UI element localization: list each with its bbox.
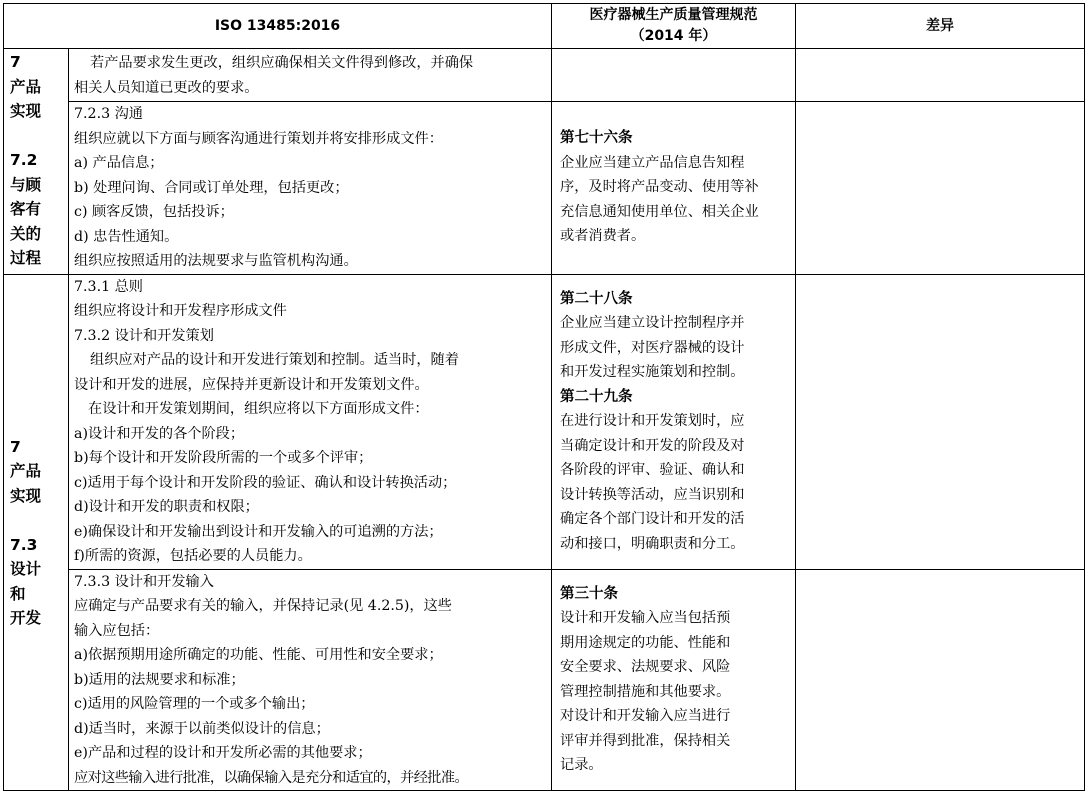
article-heading: 第三十条 <box>560 585 618 602</box>
iso-line: c)适用的风险管理的一个或多个输出； <box>74 696 315 712</box>
section-line: 产品 <box>10 462 42 481</box>
iso-line: 组织应对产品的设计和开发进行策划和控制。适当时，随着 <box>90 352 459 368</box>
gmp-line: 安全要求、法规要求、风险 <box>560 659 731 675</box>
section-line: 7.3 <box>10 535 38 554</box>
gmp-cell <box>552 49 796 102</box>
gmp-line: 或者消费者。 <box>560 228 646 244</box>
iso-line: 相关人员知道已更改的要求。 <box>74 79 259 96</box>
gmp-line: 形成文件，对医疗器械的设计 <box>560 339 745 356</box>
gmp-cell <box>552 274 796 569</box>
diff-cell <box>796 274 1085 569</box>
iso-line: 组织应就以下方面与顾客沟通进行策划并将安排形成文件： <box>74 130 443 147</box>
gmp-cell <box>552 102 796 275</box>
iso-line: 输入应包括： <box>74 622 160 639</box>
gmp-line: 序，及时将产品变动、使用等补 <box>560 179 759 195</box>
article-heading: 第七十六条 <box>560 130 633 146</box>
gmp-line: 各阶段的评审、验证、确认和 <box>560 462 745 478</box>
header-iso: ISO 13485:2016 <box>4 4 552 49</box>
gmp-line: 评审并得到批准，保持相关 <box>560 732 731 749</box>
section-line: 7 <box>10 437 21 456</box>
gmp-cell <box>552 569 796 791</box>
section-line: 实现 <box>10 486 42 505</box>
section-line: 设计 <box>10 560 42 579</box>
diff-cell <box>796 102 1085 275</box>
diff-cell <box>796 49 1085 102</box>
header-gmp-year: （2014 年） <box>630 28 717 44</box>
iso-line: 7.3.2 设计和开发策划 <box>74 327 214 344</box>
iso-line: 7.3.1 总则 <box>74 278 143 295</box>
iso-line: e)产品和过程的设计和开发所必需的其他要求； <box>74 745 372 761</box>
iso-line: 组织应按照适用的法规要求与监管机构沟通。 <box>74 253 358 269</box>
section-cell-7-2 <box>4 49 69 275</box>
section-cell-7-3 <box>4 274 69 791</box>
iso-line: c) 顾客反馈，包括投诉； <box>74 204 234 220</box>
gmp-line: 充信息通知使用单位、相关企业 <box>560 203 759 220</box>
iso-line: 设计和开发的进展，应保持并更新设计和开发策划文件。 <box>74 376 429 393</box>
iso-line: a) 产品信息； <box>74 155 164 171</box>
gmp-line: 设计和开发输入应当包括预 <box>560 610 731 626</box>
gmp-line: 企业应当建立设计控制程序并 <box>560 315 745 331</box>
iso-line: 在设计和开发策划期间，组织应将以下方面形成文件： <box>88 401 429 417</box>
iso-line: 应对这些输入进行批准，以确保输入是充分和适宜的，并经批准。 <box>74 769 469 786</box>
gmp-line: 确定各个部门设计和开发的活 <box>560 511 745 527</box>
iso-cell <box>69 102 552 275</box>
gmp-line: 设计转换等活动，应当识别和 <box>560 486 745 503</box>
iso-line: e)确保设计和开发输出到设计和开发输入的可追溯的方法； <box>74 523 443 540</box>
iso-line: d) 忠告性通知。 <box>74 228 179 245</box>
section-line: 产品 <box>10 77 42 96</box>
iso-line: 7.3.3 设计和开发输入 <box>74 573 214 590</box>
iso-line: b)适用的法规要求和标准； <box>74 671 245 688</box>
header-gmp <box>552 4 796 49</box>
iso-line: 若产品要求发生更改，组织应确保相关文件得到修改，并确保 <box>90 55 474 71</box>
section-line: 客有 <box>10 200 42 218</box>
iso-line: 组织应将设计和开发程序形成文件 <box>74 303 287 319</box>
iso-line: f)所需的资源，包括必要的人员能力。 <box>74 548 312 564</box>
gmp-line: 和开发过程实施策划和控制。 <box>560 364 745 380</box>
gmp-line: 在进行设计和开发策划时，应 <box>560 413 745 429</box>
article-heading: 第二十八条 <box>560 290 633 307</box>
section-line: 开发 <box>10 609 42 628</box>
iso-line: a)依据预期用途所确定的功能、性能、可用性和安全要求； <box>74 647 443 663</box>
section-line: 和 <box>10 584 26 603</box>
iso-line: d)设计和开发的职责和权限； <box>74 499 259 515</box>
iso-line: d)适当时，来源于以前类似设计的信息； <box>74 720 330 737</box>
comparison-table <box>3 3 1085 791</box>
iso-line: c)适用于每个设计和开发阶段的验证、确认和设计转换活动； <box>74 474 457 491</box>
iso-cell <box>69 274 552 569</box>
section-line: 关的 <box>10 224 42 243</box>
iso-line: a)设计和开发的各个阶段； <box>74 425 245 442</box>
section-line: 过程 <box>10 249 42 267</box>
section-line: 7 <box>10 53 21 71</box>
iso-cell <box>69 49 552 102</box>
gmp-line: 对设计和开发输入应当进行 <box>560 708 731 724</box>
section-line: 实现 <box>10 102 42 120</box>
iso-cell <box>69 569 552 791</box>
table-row <box>4 102 1085 275</box>
gmp-line: 动和接口，明确职责和分工。 <box>560 535 745 552</box>
header-gmp-title: 医疗器械生产质量管理规范 <box>589 7 758 23</box>
table-row <box>4 274 1085 569</box>
table-row <box>4 49 1085 102</box>
header-diff: 差异 <box>796 4 1085 49</box>
table-row <box>4 569 1085 791</box>
gmp-line: 当确定设计和开发的阶段及对 <box>560 437 745 454</box>
gmp-line: 期用途规定的功能、性能和 <box>560 634 731 651</box>
iso-line: b)每个设计和开发阶段所需的一个或多个评审； <box>74 450 373 466</box>
article-heading: 第二十九条 <box>560 388 633 405</box>
iso-line: b) 处理问询、合同或订单处理，包括更改； <box>74 179 349 196</box>
gmp-line: 记录。 <box>560 757 603 773</box>
diff-cell <box>796 569 1085 791</box>
section-line: 7.2 <box>10 151 38 169</box>
iso-line: 应确定与产品要求有关的输入，并保持记录(见 4.2.5)，这些 <box>74 598 452 614</box>
gmp-line: 管理控制措施和其他要求。 <box>560 683 731 700</box>
section-line: 与顾 <box>10 175 42 194</box>
gmp-line: 企业应当建立产品信息告知程 <box>560 154 745 171</box>
header-row <box>4 4 1085 49</box>
iso-line: 7.2.3 沟通 <box>74 106 143 122</box>
